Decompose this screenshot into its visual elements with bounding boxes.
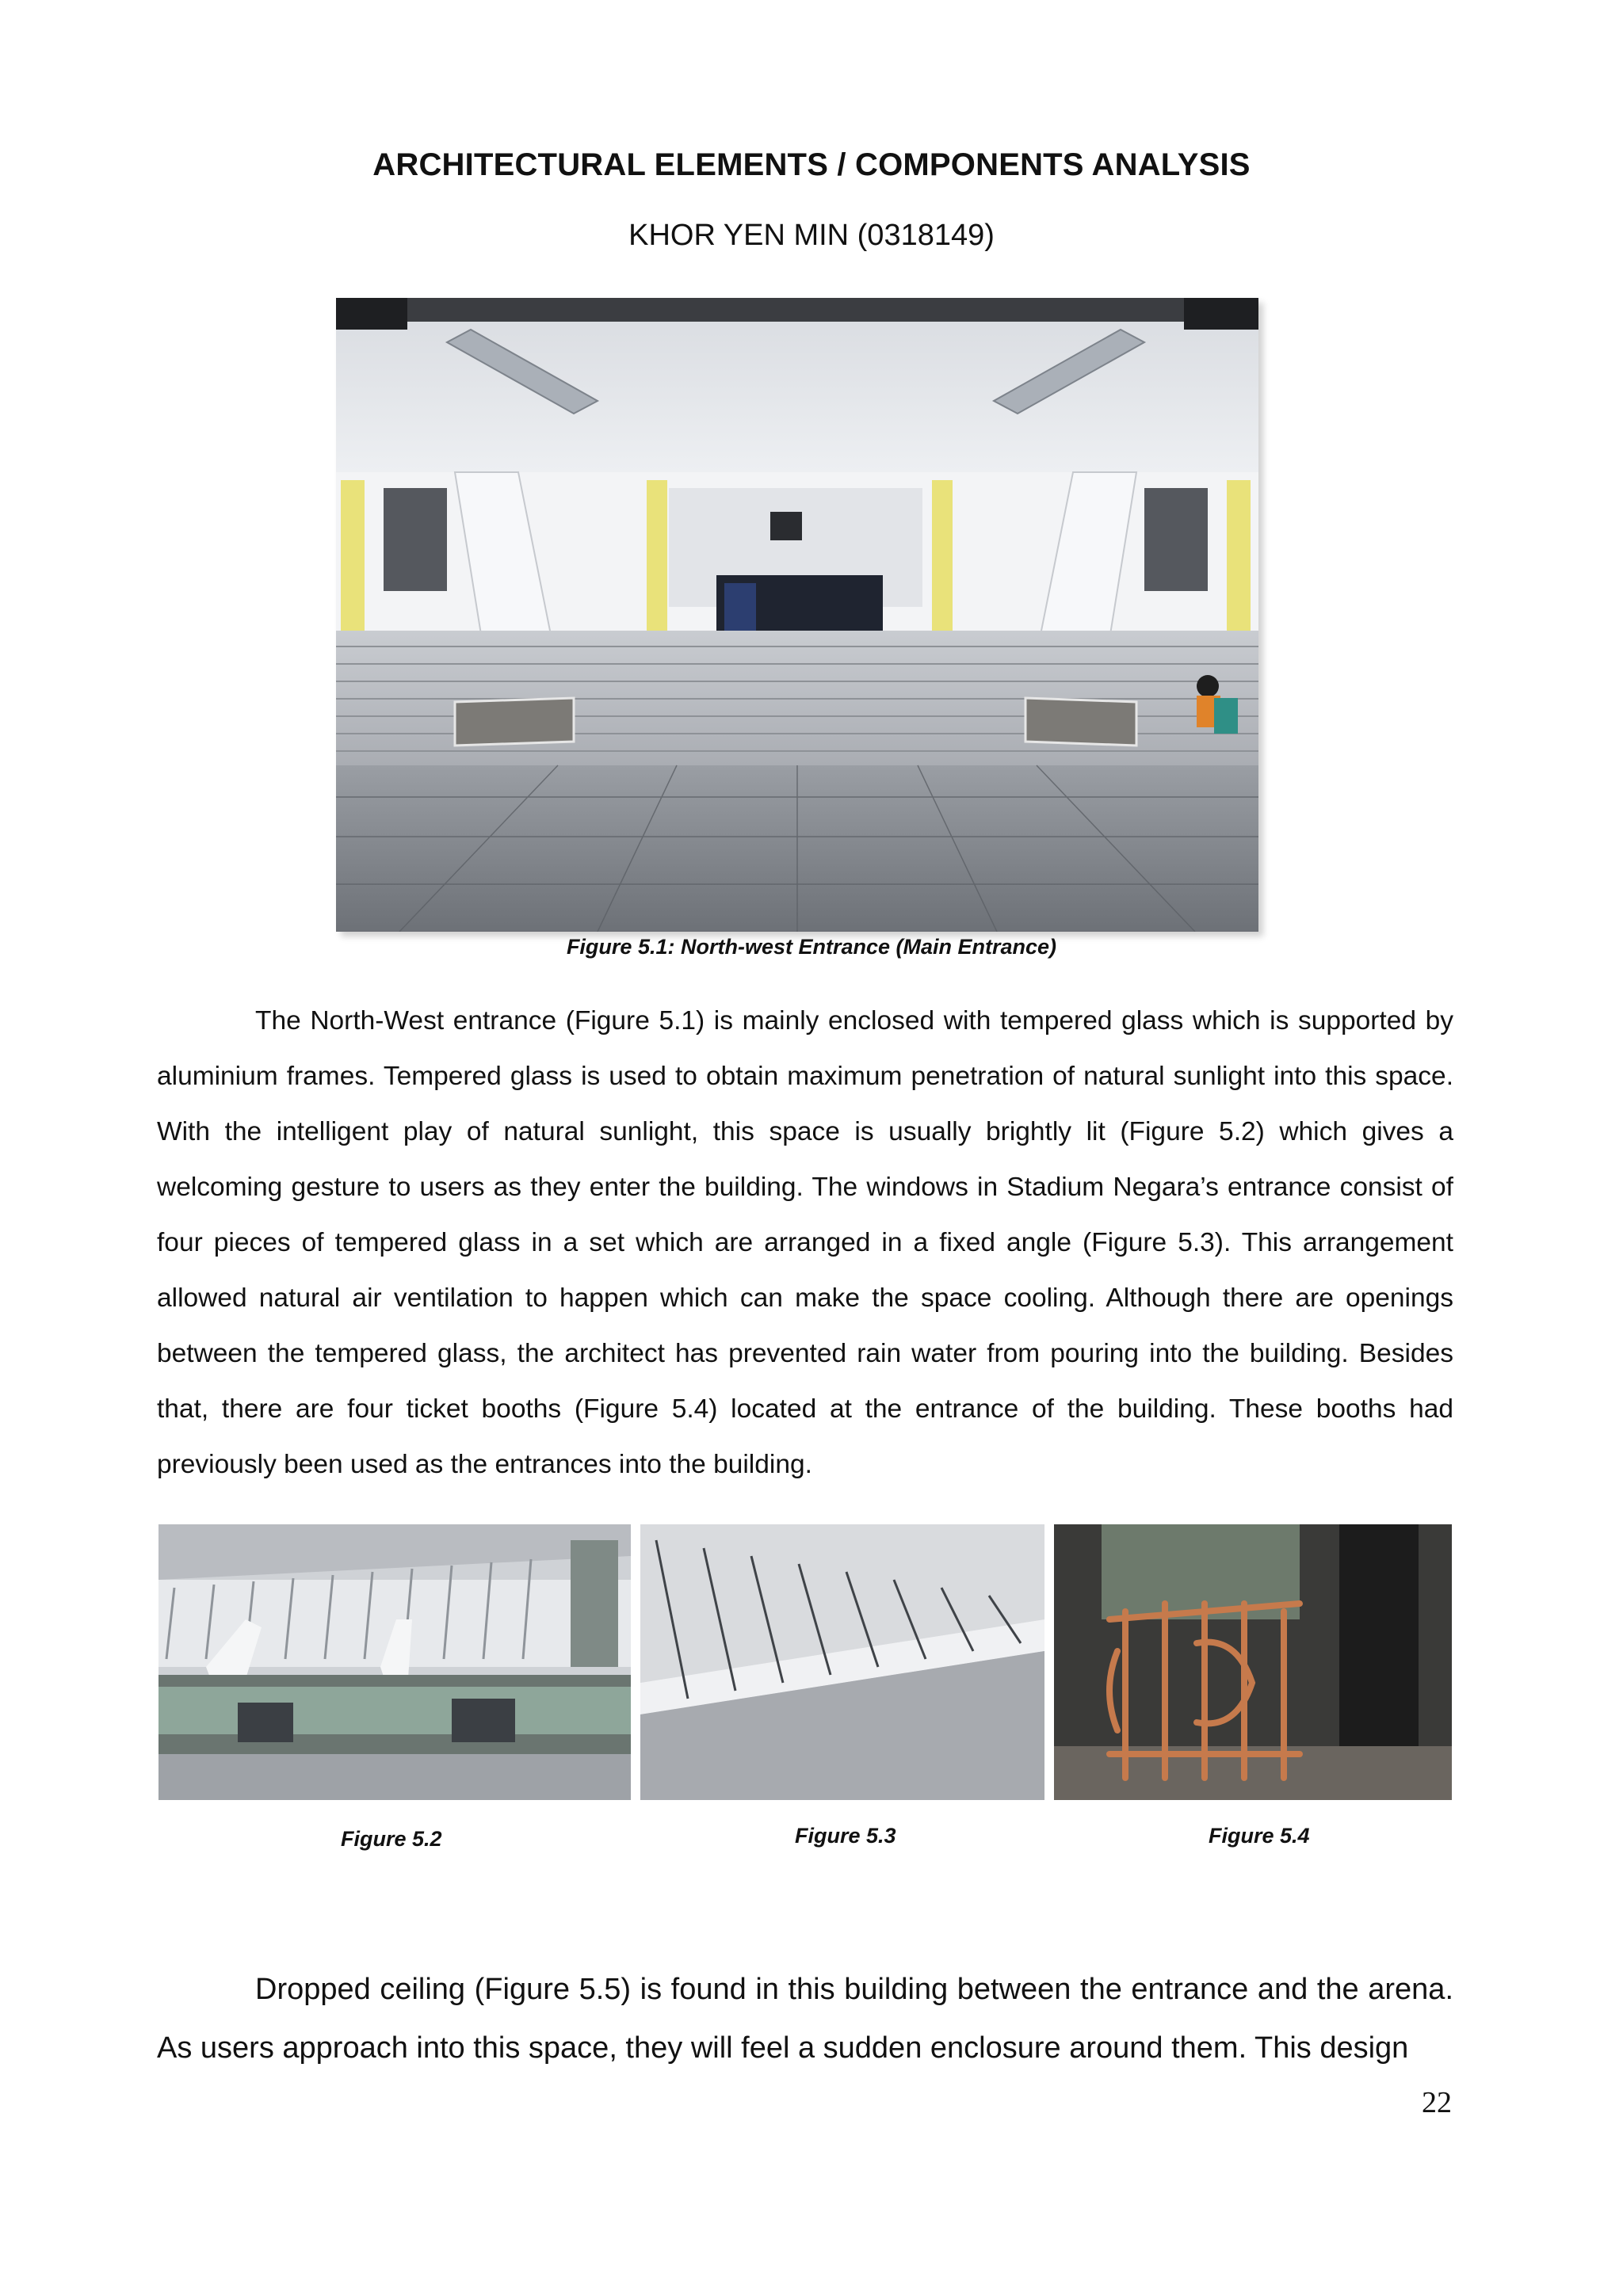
figure-5-3-caption: Figure 5.3 [795, 1824, 896, 1848]
figure-5-1-caption: Figure 5.1: North-west Entrance (Main Entrance) [566, 935, 1057, 959]
author-line: KHOR YEN MIN (0318149) [628, 219, 995, 252]
page-title: ARCHITECTURAL ELEMENTS / COMPONENTS ANALYSIS [372, 147, 1251, 182]
body-paragraph-2 [157, 1960, 1453, 2077]
figure-5-4-caption: Figure 5.4 [1209, 1824, 1310, 1848]
figure-5-3-photo [640, 1524, 1044, 1800]
figure-5-1-photo [336, 298, 1258, 932]
body-paragraph-2-text: Dropped ceiling (Figure 5.5) is found in this building between the entrance and the arena. As users approach into this space, they will feel a sudden enclosure around them. This design [157, 1973, 1453, 2065]
figure-5-2-caption: Figure 5.2 [341, 1827, 442, 1851]
body-paragraph-1 [157, 994, 1453, 1493]
figure-5-2-photo [158, 1524, 631, 1800]
body-paragraph-1-text: The North-West entrance (Figure 5.1) is mainly enclosed with tempered glass which is supported by aluminium frames. Tempered glass is used to obtain maximum penetration of natural sunlight into this space. With the intelligent play of natural sunlight, this space is usually brightly lit (Figure 5.2) which gives a welcoming gesture to users as they enter the building. The windows in Stadium Negara’s entrance consist of four pieces of tempered glass in a set which are arranged in a fixed angle (Figure 5.3). This arrangement allowed natural air ventilation to happen which can make the space cooling. Although there are openings between the tempered glass, the architect has prevented rain water from pouring into the building. Besides that, there are four ticket booths (Figure 5.4) located at the entrance of the building. These booths had previously been used as the entrances into the building. [157, 1006, 1453, 1479]
page-number: 22 [1422, 2086, 1452, 2119]
figure-5-4-photo [1054, 1524, 1452, 1800]
